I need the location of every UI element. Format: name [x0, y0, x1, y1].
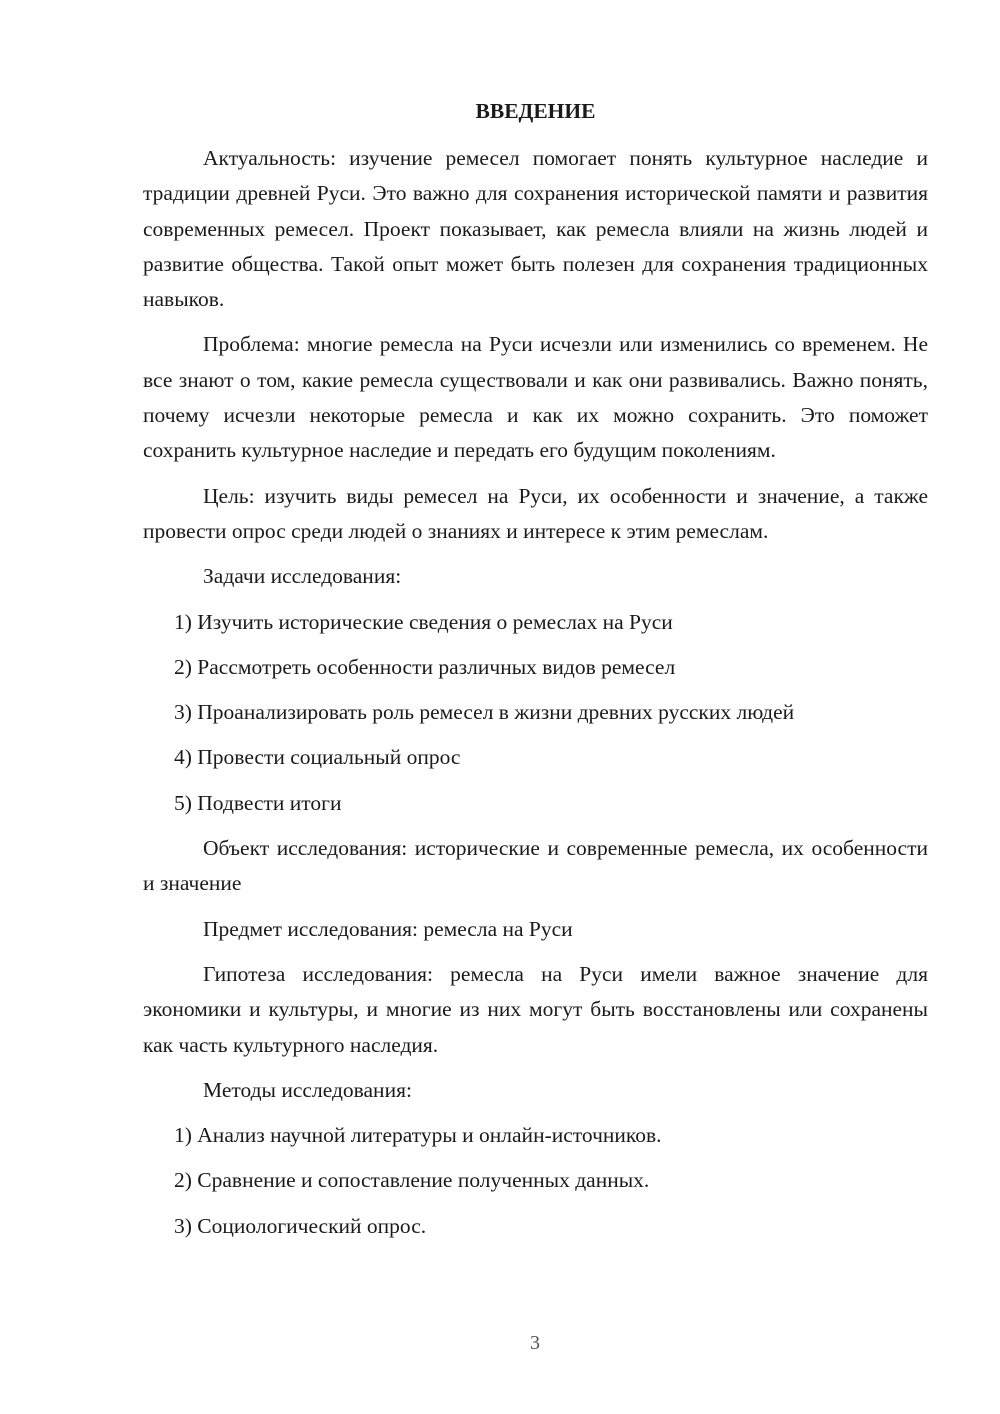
tasks-label: Задачи исследования:: [203, 564, 402, 589]
method-item: 2) Сравнение и сопоставление полученных данных.: [174, 1168, 650, 1193]
method-item: 3) Социологический опрос.: [174, 1213, 427, 1238]
task-item: 1) Изучить исторические сведения о ремеслах на Руси: [174, 609, 673, 634]
page-number: 3: [530, 1332, 540, 1354]
method-item: 1) Анализ научной литературы и онлайн-источников.: [174, 1123, 662, 1148]
task-item: 2) Рассмотреть особенности различных видов ремесел: [174, 654, 676, 679]
problem-paragraph: Проблема: многие ремесла на Руси исчезли или изменились со временем. Не все знают о том, какие ремесла существовали и как они развивались. Важно понять, почему исчезли некоторые ремесла и как их можно сохранить. Это поможет сохранить культурное наследие и передать его будущим поколениям.: [143, 332, 928, 463]
document-page: [143, 94, 928, 1254]
object-paragraph: Объект исследования: исторические и современные ремесла, их особенности и значение: [143, 836, 928, 896]
actuality-paragraph: Актуальность: изучение ремесел помогает понять культурное наследие и традиции древней Руси. Это важно для сохранения исторической памяти и развития современных ремесел. Проект показывает, как ремесла влияли на жизнь людей и развитие общества. Такой опыт может быть полезен для сохранения традиционных навыков.: [143, 146, 928, 312]
section-heading: ВВЕДЕНИЕ: [475, 99, 596, 123]
methods-label: Методы исследования:: [203, 1077, 412, 1102]
task-item: 4) Провести социальный опрос: [174, 745, 461, 770]
subject-paragraph: Предмет исследования: ремесла на Руси: [203, 916, 573, 941]
task-item: 5) Подвести итоги: [174, 790, 342, 815]
hypothesis-paragraph: Гипотеза исследования: ремесла на Руси имели важное значение для экономики и культуры, и многие из них могут быть восстановлены или сохранены как часть культурного наследия.: [143, 961, 928, 1057]
goal-paragraph: Цель: изучить виды ремесел на Руси, их особенности и значение, а также провести опрос среди людей о знаниях и интересе к этим ремеслам.: [143, 483, 928, 543]
task-item: 3) Проанализировать роль ремесел в жизни древних русских людей: [174, 700, 795, 725]
